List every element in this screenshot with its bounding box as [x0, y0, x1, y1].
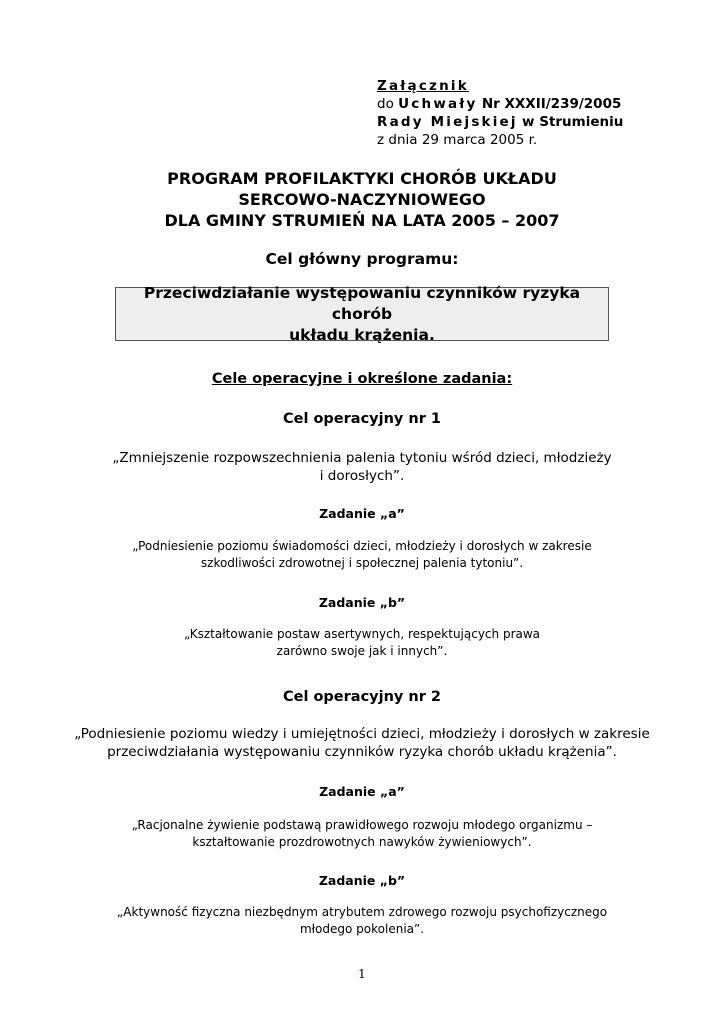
goal-1-task-a-text: [0, 538, 724, 572]
attachment-label: Załącznik: [377, 78, 469, 94]
title-line-1: PROGRAM PROFILAKTYKI CHORÓB UKŁADU: [167, 169, 557, 188]
goal-1-text-line-2: i dorosłych”.: [319, 468, 405, 484]
page-number: 1: [358, 967, 366, 981]
attachment-resolution: Uchwały: [398, 96, 478, 112]
goal-1-text: [0, 449, 724, 485]
goal-2-task-a-text: [0, 817, 724, 851]
goal-2-task-b-title: Zadanie „b”: [318, 873, 406, 888]
goal-2-task-a-line-2: kształtowanie prozdrowotnych nawyków żywieniowych”.: [192, 835, 532, 849]
attachment-council-place: w Strumieniu: [522, 114, 624, 130]
main-goal-heading: Cel główny programu:: [265, 250, 459, 268]
attachment-header: [377, 77, 623, 149]
goal-2-task-b-text: [0, 904, 724, 938]
goal-1-title: Cel operacyjny nr 1: [282, 411, 442, 427]
main-goal-line-1: Przeciwdziałanie występowaniu czynników ryzyka chorób: [143, 283, 581, 323]
goal-1-task-b-line-2: zarówno swoje jak i innych”.: [276, 644, 448, 658]
goal-2-task-b-line-2: młodego pokolenia”.: [299, 922, 425, 936]
attachment-prefix: do: [377, 96, 394, 112]
document-title: [0, 168, 724, 231]
goal-2-text-line-1: „Podniesienie poziomu wiedzy i umiejętności dzieci, młodzieży i dorosłych w zakresie: [74, 726, 650, 742]
goal-1-task-b-title: Zadanie „b”: [318, 595, 406, 610]
goal-1-task-a-line-1: „Podniesienie poziomu świadomości dzieci, młodzieży i dorosłych w zakresie: [132, 539, 592, 553]
attachment-resolution-number: Nr XXXII/239/2005: [481, 96, 622, 112]
main-goal-line-2: układu krążenia.: [289, 325, 435, 344]
goal-2-task-a-line-1: „Racjonalne żywienie podstawą prawidłowego rozwoju młodego organizmu –: [131, 818, 593, 832]
attachment-council: Rady Miejskiej: [377, 114, 518, 130]
goal-1-task-b-line-1: „Kształtowanie postaw asertywnych, respektujących prawa: [183, 627, 541, 641]
goal-1-text-line-1: „Zmniejszenie rozpowszechnienia palenia tytoniu wśród dzieci, młodzieży: [112, 450, 612, 466]
title-line-3: DLA GMINY STRUMIEŃ NA LATA 2005 – 2007: [164, 211, 560, 230]
title-line-2: SERCOWO-NACZYNIOWEGO: [238, 190, 486, 209]
operational-heading: Cele operacyjne i określone zadania:: [211, 371, 513, 387]
main-goal-box: [115, 283, 609, 344]
goal-1-task-a-title: Zadanie „a”: [319, 506, 405, 521]
attachment-date: z dnia 29 marca 2005 r.: [377, 132, 538, 148]
goal-2-task-a-title: Zadanie „a”: [319, 784, 405, 799]
goal-2-text: [0, 725, 724, 761]
goal-2-text-line-2: przeciwdziałania występowaniu czynników ryzyka chorób układu krążenia”.: [107, 744, 617, 760]
goal-2-task-b-line-1: „Aktywność fizyczna niezbędnym atrybutem zdrowego rozwoju psychofizycznego: [116, 905, 608, 919]
goal-1-task-a-line-2: szkodliwości zdrowotnej i społecznej palenia tytoniu”.: [200, 556, 524, 570]
goal-1-task-b-text: [0, 626, 724, 660]
goal-2-title: Cel operacyjny nr 2: [282, 689, 442, 705]
